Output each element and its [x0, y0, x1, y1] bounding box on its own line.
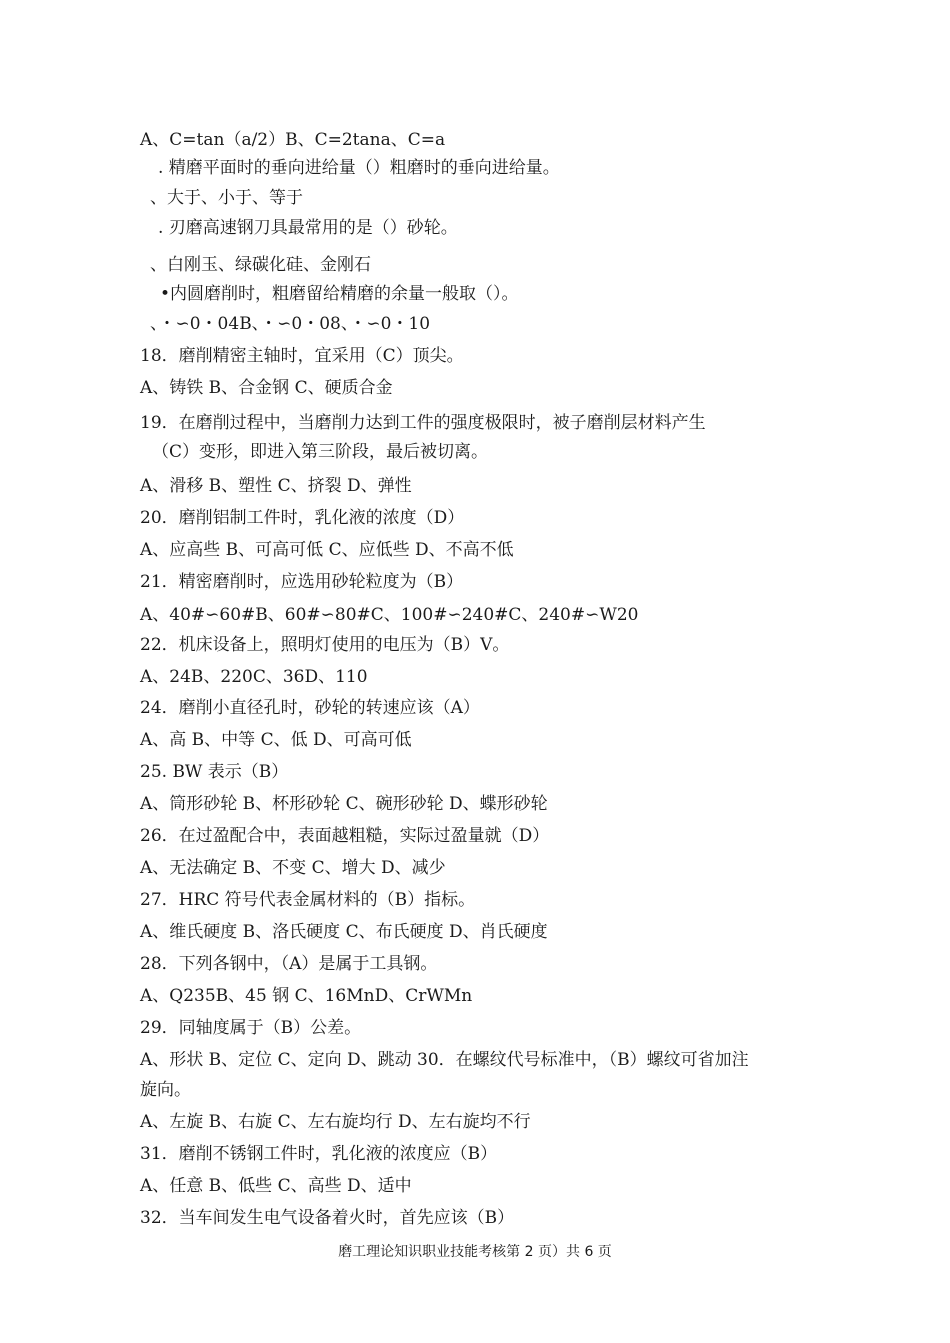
text-line: 20．磨削铝制工件时，乳化液的浓度（D） [140, 508, 465, 528]
text-line: A、滑移 B、塑性 C、挤裂 D、弹性 [140, 476, 412, 496]
text-line: （C）变形，即进入第三阶段，最后被切离。 [152, 442, 489, 462]
text-line: A、C=tan（a/2）B、C=2tana、C=a [140, 130, 446, 150]
text-line: 25. BW 表示（B） [140, 762, 289, 782]
text-line: A、维氏硬度 B、洛氏硬度 C、布氏硬度 D、肖氏硬度 [140, 922, 548, 942]
text-line: A、应高些 B、可高可低 C、应低些 D、不高不低 [140, 540, 514, 560]
text-line: 29．同轴度属于（B）公差。 [140, 1018, 362, 1038]
text-line: 21．精密磨削时，应选用砂轮粒度为（B） [140, 572, 464, 592]
text-line: 31．磨削不锈钢工件时，乳化液的浓度应（B） [140, 1144, 498, 1164]
text-line: 18．磨削精密主轴时，宜采用（C）顶尖。 [140, 346, 464, 366]
text-line: A、高 B、中等 C、低 D、可高可低 [140, 730, 412, 750]
text-line: A、形状 B、定位 C、定向 D、跳动 30．在螺纹代号标准中，（B）螺纹可省加注 [140, 1050, 749, 1070]
text-line: •内圆磨削时，粗磨留给精磨的余量一般取（）。 [160, 284, 519, 304]
text-line: 27．HRC 符号代表金属材料的（B）指标。 [140, 890, 476, 910]
text-line: A、左旋 B、右旋 C、左右旋均行 D、左右旋均不行 [140, 1112, 531, 1132]
text-line: A、无法确定 B、不变 C、增大 D、减少 [140, 858, 446, 878]
page-footer: 磨工理论知识职业技能考核第 2 页）共 6 页 [338, 1244, 612, 1260]
text-line: A、40#∽60#B、60#∽80#C、100#∽240#C、240#∽W20 [140, 605, 639, 625]
text-line: 、・∽0・04B、・∽0・08、・∽0・10 [150, 314, 431, 334]
text-line: 19．在磨削过程中，当磨削力达到工件的强度极限时，被子磨削层材料产生 [140, 413, 706, 433]
text-line: 24．磨削小直径孔时，砂轮的转速应该（A） [140, 698, 480, 718]
text-line: A、铸铁 B、合金钢 C、硬质合金 [140, 378, 393, 398]
text-line: . 精磨平面时的垂向进给量（）粗磨时的垂向进给量。 [158, 158, 560, 178]
text-line: A、Q235B、45 钢 C、16MnD、CrWMn [140, 986, 473, 1006]
text-line: A、任意 B、低些 C、高些 D、适中 [140, 1176, 412, 1196]
text-line: 32．当车间发生电气设备着火时，首先应该（B） [140, 1208, 515, 1228]
text-line: . 刃磨高速钢刀具最常用的是（）砂轮。 [158, 218, 458, 238]
text-line: 、白刚玉、绿碳化硅、金刚石 [150, 255, 371, 275]
text-line: 22．机床设备上，照明灯使用的电压为（B）V。 [140, 635, 510, 655]
text-line: A、筒形砂轮 B、杯形砂轮 C、碗形砂轮 D、蝶形砂轮 [140, 794, 548, 814]
text-line: 旋向。 [140, 1080, 191, 1100]
text-line: 26．在过盈配合中，表面越粗糙，实际过盈量就（D） [140, 826, 550, 846]
text-line: A、24B、220C、36D、110 [140, 667, 368, 687]
text-line: 28．下列各钢中，（A）是属于工具钢。 [140, 954, 438, 974]
text-line: 、大于、小于、等于 [150, 188, 303, 208]
